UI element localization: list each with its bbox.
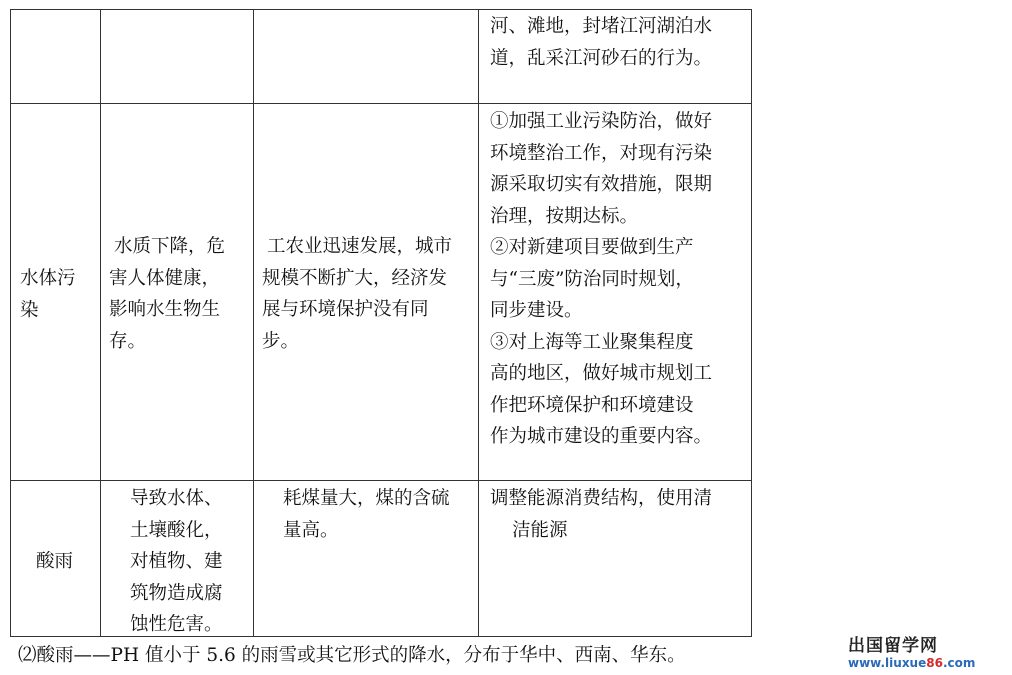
text-line: 对植物、建: [130, 551, 223, 572]
row3-impact-cell: [130, 483, 223, 641]
text-line: 酸雨: [36, 551, 74, 572]
table-col-rule-4: [751, 9, 752, 637]
footer-note: ⑵酸雨——PH 值小于 5.6 的雨雪或其它形式的降水，分布于华中、西南、华东。: [18, 645, 686, 666]
row1-measures-cell: [490, 11, 712, 74]
logo-url-part3: .com: [942, 656, 976, 670]
text-line: 导致水体、: [130, 488, 223, 509]
row2-cause-cell: [262, 231, 452, 357]
text-line: 害人体健康，: [109, 267, 221, 289]
row2-impact-cell: [109, 231, 225, 357]
text-line: 土壤酸化，: [130, 519, 223, 541]
text-line: 水体污: [20, 268, 76, 289]
text-line: 高的地区，做好城市规划工: [490, 363, 713, 384]
site-logo: [848, 637, 1008, 673]
row3-measures-cell: [490, 483, 712, 546]
text-line: 工农业迅速发展，城市: [267, 236, 453, 257]
text-line: 同步建设。: [490, 300, 583, 321]
table-rule-top: [10, 9, 752, 10]
text-line: 染: [20, 299, 39, 321]
logo-url: [848, 655, 1008, 671]
text-line: 治理，按期达标。: [490, 205, 639, 227]
logo-url-part1: www.liuxue: [848, 656, 927, 670]
text-line: 耗煤量大，煤的含硫: [283, 488, 450, 509]
text-line: 筑物造成腐: [130, 582, 223, 604]
text-line: 步。: [262, 330, 300, 352]
text-line: 存。: [109, 330, 147, 352]
logo-url-part2: 86: [926, 656, 943, 670]
text-line: 源采取切实有效措施，限期: [490, 174, 713, 195]
row2-measures-cell: [490, 106, 712, 453]
text-line: 道，乱采江河砂石的行为。: [490, 47, 713, 69]
text-line: 调整能源消费结构，使用清: [490, 488, 713, 509]
text-line: 洁能源: [512, 519, 568, 541]
text-line: ①加强工业污染防治，做好: [490, 111, 713, 132]
logo-text: 出国留学网: [848, 636, 938, 656]
text-line: 与“三废”防治同时规划，: [490, 268, 694, 290]
table-rule-1: [10, 103, 752, 104]
row3-cause-cell: [283, 483, 450, 546]
text-line: 展与环境保护没有同: [262, 299, 429, 320]
text-line: 水质下降，危: [114, 236, 226, 257]
row3-pollution-cell: [36, 546, 73, 578]
text-line: 蚀性危害。: [130, 614, 223, 635]
table-rule-2: [10, 480, 752, 481]
text-line: 河、滩地，封堵江河湖泊水: [490, 16, 713, 37]
text-line: 作把环境保护和环境建设: [490, 394, 694, 416]
text-line: ②对新建项目要做到生产: [490, 237, 694, 258]
text-line: 规模不断扩大，经济发: [262, 267, 448, 289]
table-col-rule-0: [10, 9, 11, 637]
text-line: 作为城市建设的重要内容。: [490, 426, 713, 447]
table-col-rule-1: [100, 9, 101, 637]
text-line: 环境整治工作，对现有污染: [490, 142, 713, 164]
text-line: 量高。: [283, 519, 339, 541]
table-col-rule-3: [478, 9, 479, 637]
text-line: 影响水生物生: [109, 299, 221, 320]
table-rule-bottom: [10, 636, 752, 637]
table-col-rule-2: [253, 9, 254, 637]
text-line: ③对上海等工业聚集程度: [490, 331, 694, 353]
row2-pollution-cell: [20, 263, 76, 326]
